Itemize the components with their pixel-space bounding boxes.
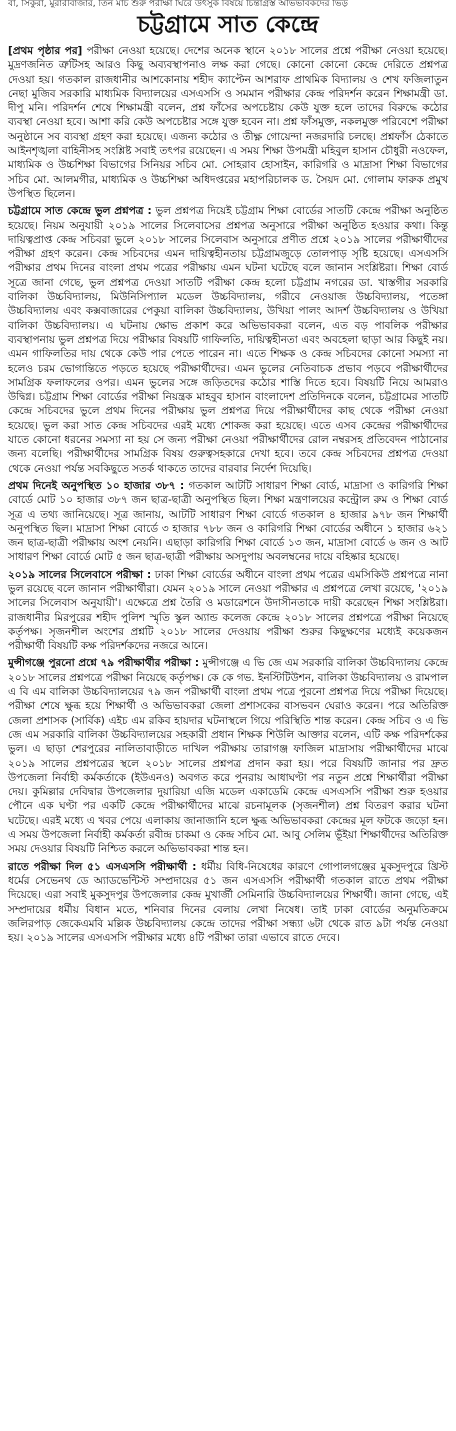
article-paragraph (8, 860, 448, 946)
paragraph-lead: [প্রথম পৃষ্ঠার পর] (8, 45, 83, 57)
page-title: চট্টগ্রামে সাত কেন্দ্রে (137, 11, 319, 38)
paragraph-lead: রাতে পরীক্ষা দিল ৫১ এসএসসি পরীক্ষার্থী : (8, 860, 197, 873)
previous-article-tail: বা, সিকুরা, মুরারীবাজার, তিন মার্চ শুরু পরীক্ষা ঘিরে উৎসুক বিষয়ে চিন্তাগ্রস্ত অভিভাবকদের ভিড় (8, 0, 348, 8)
article-paragraph (8, 656, 448, 856)
article-paragraph (8, 568, 448, 654)
paragraph-text: গতকাল আটটি সাধারণ শিক্ষা বোর্ড, মাদ্রাসা ও কারিগরি শিক্ষা বোর্ডে মোট ১০ হাজার ৩৮৭ জন ছাত্র-ছাত্রী অনুপস্থিত ছিল। শিক্ষা মন্ত্রণালয়ের কন্ট্রোল রুম ও শিক্ষা বোর্ড সূত্র এ তথ্য জানিয়েছে। সূত্র জানায়, আটটি সাধারণ শিক্ষা বোর্ডে গতকাল ৪ হাজার ৯৭৮ জন শিক্ষার্থী অনুপস্থিত ছিল। মাদ্রাসা শিক্ষা বোর্ডে ৩ হাজার ৭৮৮ জন ও কারিগরি শিক্ষা বোর্ডের অধীনে ১ হাজার ৬২১ জন ছাত্র-ছাত্রী পরীক্ষায় অংশ নেয়নি। এছাড়া কারিগরি শিক্ষা বোর্ডে ১৩ জন, মাদ্রাসা বোর্ডে ৬ জন ও আট সাধারণ শিক্ষা বোর্ডে মোট ৫ জন ছাত্র-ছাত্রী পরীক্ষায় অসদুপায় অবলম্বনের দায়ে বহিষ্কার হয়েছে। (8, 479, 448, 564)
article-paragraph (8, 204, 448, 476)
paragraph-lead: চট্টগ্রামে সাত কেন্দ্রে ভুল প্রশ্নপত্র : (8, 205, 152, 218)
paragraph-lead: ২০১৯ সালের সিলেবাসে পরীক্ষা : (8, 568, 152, 581)
article-paragraph (8, 479, 448, 565)
article-paragraph (8, 44, 448, 201)
paragraph-text: ঢাকা শিক্ষা বোর্ডের অধীনে বাংলা প্রথম পত্রের এমসিকিউ প্রশ্নপত্রে নানা ভুল রয়েছে বলে জানান পরীক্ষার্থীরা। যেমন ২০১৯ সালে নেওয়া পরীক্ষার এ প্রশ্নপত্রে লেখা রয়েছে, '২০১৯ সালের সিলেবাস অনুযায়ী'। এক্ষেত্রে প্রশ্ন তৈরি ও মডারেশনে উদাসীনতাকে দায়ী করেছেন শিক্ষা সংশ্লিষ্টরা। রাজধানীর মিরপুরের শহীদ পুলিশ স্মৃতি স্কুল অ্যান্ড কলেজ কেন্দ্রে ২০১৮ সালের প্রশ্নপত্রে পরীক্ষা নিয়েছে কর্তৃপক্ষ। সৃজনশীল অংশের প্রশ্নটি ২০১৮ সালের দেওয়ায় পরীক্ষা শুরুর কিছুক্ষণের মধ্যেই কয়েকজন পরীক্ষার্থী বিষয়টি কক্ষ পরিদর্শকদের নজরে আনে। (8, 568, 448, 653)
paragraph-text: পরীক্ষা নেওয়া হয়েছে। দেশের অনেক স্থানে ২০১৮ সালের প্রশ্নে পরীক্ষা নেওয়া হয়েছে। মুদ্রণজনিত ত্রুটিসহ আরও কিছু অব্যবস্থাপনাও লক্ষ করা গেছে। কোনো কোনো কেন্দ্রে দেরিতে প্রশ্নপত্র দেওয়া হয়। গতকাল রাজধানীর আশকোনায় শহীদ ক্যাপ্টেন আশরাফ প্রাথমিক বিদ্যালয় ও শেখ ফজিলাতুন নেছা মুজিব সরকারি মাধ্যমিক বিদ্যালয়ের এসএসসি ও সমমান পরীক্ষার কেন্দ্র পরিদর্শন করেন শিক্ষামন্ত্রী ডা. দীপু মনি। পরিদর্শন শেষে শিক্ষামন্ত্রী বলেন, প্রশ্ন ফাঁসের অপচেষ্টায় কেউ যুক্ত হলে তাদের বিরুদ্ধে কঠোর ব্যবস্থা নেওয়া হবে। আশা করি কেউ অপচেষ্টার সঙ্গে যুক্ত হবেন না। প্রশ্ন ফাঁসমুক্ত, নকলমুক্ত পরিবেশে পরীক্ষা অনুষ্ঠানে সব ব্যবস্থা গ্রহণ করা হয়েছে। এজন্য কঠোর ও তীক্ষ্ণ গোয়েন্দা নজরদারি চলছে। প্রশ্নফাঁস ঠেকাতে আইনশৃঙ্খলা বাহিনীসহ সংশ্লিষ্ট সবাই তৎপর রয়েছেন। এ সময় শিক্ষা উপমন্ত্রী মহিবুল হাসান চৌধুরী নওফেল, মাধ্যমিক ও উচ্চশিক্ষা বিভাগের সিনিয়র সচিব মো. সোহরাব হোসাইন, কারিগরি ও মাদ্রাসা শিক্ষা বিভাগের সচিব মো. আলমগীর, মাধ্যমিক ও উচ্চশিক্ষা অধিদপ্তরের মহাপরিচালক ড. সৈয়দ মো. গোলাম ফারুক প্রমুখ উপস্থিত ছিলেন। (8, 45, 448, 200)
paragraph-text: ভুল প্রশ্নপত্র দিয়েই চট্টগ্রাম শিক্ষা বোর্ডের সাতটি কেন্দ্রে পরীক্ষা অনুষ্ঠিত হয়েছে। নিয়ম অনুযায়ী ২০১৯ সালের সিলেবাসের প্রশ্নপত্র অনুসারে পরীক্ষা অনুষ্ঠিত হওয়ার কথা। কিন্তু দায়িত্বপ্রাপ্ত কেন্দ্র সচিবরা ভুলে ২০১৮ সালের সিলেবাস অনুসারে প্রণীত প্রশ্নে ২০১৯ সালের পরীক্ষার্থীদের পরীক্ষা গ্রহণ করেন। কেন্দ্র সচিবদের এমন দায়িত্বহীনতায় চট্টগ্রামজুড়ে তোলপাড় সৃষ্টি হয়েছে। এসএসসি পরীক্ষার প্রথম দিনের বাংলা প্রথম পত্রের পরীক্ষায় এমন ঘটনা ঘটেছে বলে জানান সংশ্লিষ্টরা। শিক্ষা বোর্ড সূত্রে জানা গেছে, ভুল প্রশ্নপত্র দেওয়া সাতটি পরীক্ষা কেন্দ্র হলো চট্টগ্রাম নগরের ডা. খাস্তগীর সরকারি বালিকা উচ্চবিদ্যালয়, মিউনিসিপ্যাল মডেল উচ্চবিদ্যালয়, গরীবে নেওয়াজ উচ্চবিদ্যালয়, পতেঙ্গা উচ্চবিদ্যালয় এবং কক্সবাজারের পেকুয়া বালিকা উচ্চবিদ্যালয়, উখিয়া পালং আদর্শ উচ্চবিদ্যালয় ও উখিয়া বালিকা উচ্চবিদ্যালয়। এ ঘটনায় ক্ষোভ প্রকাশ করে অভিভাবকরা বলেন, এত বড় পাবলিক পরীক্ষার ব্যবস্থাপনায় ভুল প্রশ্নপত্র দিয়ে পরীক্ষার বিষয়টি গাফিলতি, দায়িত্বহীনতা এবং অবহেলা ছাড়া আর কিছুই নয়। এমন গাফিলতির দায় থেকে কেউ পার পেতে পারেন না। এতে শিক্ষক ও কেন্দ্র সচিবদের কোনো সমস্যা না হলেও চরম ভোগান্তিতে পড়তে হয়েছে পরীক্ষার্থীদের। এমন ভুলের নেতিবাচক প্রভাব পড়বে পরীক্ষার্থীদের সামগ্রিক ফলাফলের ওপর। এমন ভুলের সঙ্গে জড়িতদের কঠোর শাস্তি দিতে হবে। বিষয়টি নিয়ে আমরাও উদ্বিগ্ন। চট্টগ্রাম শিক্ষা বোর্ডের পরীক্ষা নিয়ন্ত্রক মাহবুব হাসান বাংলাদেশ প্রতিদিনকে বলেন, চট্টগ্রামের সাতটি কেন্দ্রে সচিবদের ভুলে প্রথম দিনের পরীক্ষায় ভুল প্রশ্নপত্র দিয়ে পরীক্ষার্থীদের কাছ থেকে পরীক্ষা নেওয়া হয়েছে। ভুল করা সাত কেন্দ্র সচিবদের এরই মধ্যে শোকজ করা হয়েছে। এতে এসব কেন্দ্রের পরীক্ষার্থীদের যাতে কোনো ধরনের সমস্যা না হয় সে জন্য পরীক্ষা নেওয়া পরীক্ষার্থীদের রোল নম্বরসহ প্রতিবেদন পাঠানোর জন্য বলেছি। পরীক্ষার্থীদের সামগ্রিক বিষয় গুরুত্বসহকারে দেখা হবে। তবে কেন্দ্র সচিবদের প্রশ্নপত্র দেওয়া থেকে নেওয়া পর্যন্ত সবকিছুতে সতর্ক থাকতে তাদের বারবার নির্দেশ দিয়েছি। (8, 205, 448, 475)
paragraph-text: মুন্সীগঞ্জে এ ভি জে এম সরকারি বালিকা উচ্চবিদ্যালয় কেন্দ্রে ২০১৮ সালের প্রশ্নপত্রে পরীক্ষা নিয়েছে কর্তৃপক্ষ। কে কে গভ. ইনস্টিটিউশন, বালিকা উচ্চবিদ্যালয় ও রামপাল এ বি এম বালিকা উচ্চবিদ্যালয়ের ৭৯ জন পরীক্ষার্থী বাংলা প্রথম পত্রে পুরনো প্রশ্নপত্র দিয়ে পরীক্ষা দিয়েছে। পরীক্ষা শেষে ক্ষুব্ধ হয়ে শিক্ষার্থী ও অভিভাবকরা জেলা প্রশাসকের বাসভবন ঘেরাও করেন। পরে অতিরিক্ত জেলা প্রশাসক (সার্বিক) এইচ এম রকিব হায়দার ঘটনাস্থলে গিয়ে পরিস্থিতি শান্ত করেন। কেন্দ্র সচিব ও এ ভি জে এম সরকারি বালিকা উচ্চবিদ্যালয়ের সহকারী প্রধান শিক্ষক শিউলি আক্তার বলেন, এটি কক্ষ পরিদর্শকের ভুল। এ ছাড়া শেরপুরের নালিতাবাড়ীতে দাখিল পরীক্ষায় তারাগঞ্জ ফাজিল মাদ্রাসায় পরীক্ষার্থীদের মাঝে ২০১৯ সালের প্রশ্নপত্রের স্থলে ২০১৮ সালের প্রশ্নপত্র প্রদান করা হয়। পরে বিষয়টি জানার পর দ্রুত উপজেলা নির্বাহী কর্মকর্তাকে (ইউএনও) অবগত করে পুনরায় আধাঘণ্টা পর নতুন প্রশ্নে শিক্ষার্থীরা পরীক্ষা দেয়। কুমিল্লার দেবিদ্বার উপজেলার দুয়ারিয়া এজি মডেল একাডেমি কেন্দ্রে এসএসসি পরীক্ষা শুরু হওয়ার পৌনে এক ঘণ্টা পর একটি কেন্দ্রে পরীক্ষার্থীদের মাঝে রচনামূলক (সৃজনশীল) প্রশ্ন বিতরণ করার ঘটনা ঘটেছে। এরই মধ্যে এ খবর পেয়ে এলাকায় জানাজানি হলে ক্ষুব্ধ অভিভাবকরা কেন্দ্রের মূল ফটকে জড়ো হন। এ সময় উপজেলা নির্বাহী কর্মকর্তা রবীন্দ্র চাকমা ও কেন্দ্র সচিব মো. আবু সেলিম ভূঁইয়া শিক্ষার্থীদের অতিরিক্ত সময় দেওয়ার বিষয়টি নিশ্চিত করলে অভিভাবকরা শান্ত হন। (8, 657, 448, 856)
paragraph-text: ধর্মীয় বিধি-নিষেধের কারণে গোপালগঞ্জের মুকসুদপুরে খ্রিস্ট ধর্মের সেভেনথ ডে অ্যাডভেন্টিস্ট সম্প্রদায়ের ৫১ জন এসএসসি পরীক্ষার্থী গতকাল রাতে প্রথম পরীক্ষা দিয়েছে। এরা সবাই মুকসুদপুর উপজেলার কেন্দ্র মুখার্জী সেমিনারি উচ্চবিদ্যালয়ের শিক্ষার্থী। জানা গেছে, এই সম্প্রদায়ের ধর্মীয় বিধান মতে, শনিবার দিনের বেলায় লেখা নিষেধ। তাই ঢাকা বোর্ডের অনুমতিক্রমে জলিরপাড় জেকেএমবি মল্লিক উচ্চবিদ্যালয় কেন্দ্রে তাদের পরীক্ষা সন্ধ্যা ৬টা থেকে রাত ৯টা পর্যন্ত নেওয়া হয়। ২০১৯ সালের এসএসসি পরীক্ষার মধ্যে ৪টি পরীক্ষা তারা এভাবে রাতে দেবে। (8, 860, 448, 945)
paragraph-lead: প্রথম দিনেই অনুপস্থিত ১০ হাজার ৩৮৭ : (8, 479, 185, 492)
paragraph-lead: মুন্সীগঞ্জে পুরনো প্রশ্নে ৭৯ পরীক্ষার্থীর পরীক্ষা : (8, 657, 200, 670)
